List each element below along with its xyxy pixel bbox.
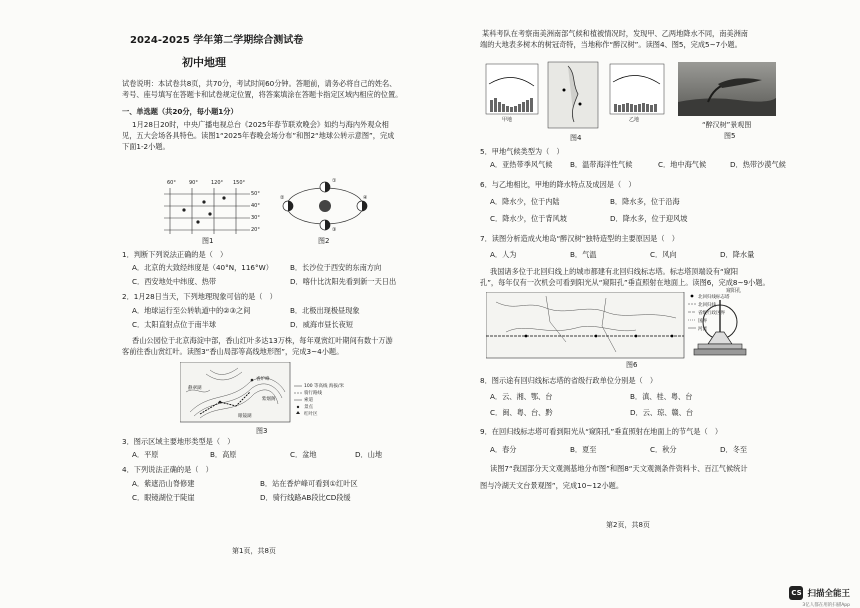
- q8-option-b: B．滇、桂、粤、台: [630, 392, 693, 401]
- fig2-label: ④: [363, 195, 368, 201]
- q5-option-d: D．热带沙漠气候: [730, 160, 786, 169]
- q8-option-a: A．云、湘、鄂、台: [490, 392, 553, 401]
- fig6-legend-item: 北回归线: [698, 303, 716, 308]
- q7-option-b: B．气温: [570, 250, 597, 259]
- question-9: 9．在回归线标志塔可看到阳光从“窥阳孔”垂直照射在地面上的节气是（ ）: [480, 427, 723, 436]
- q89-intro: 孔”，每年仅有一次机会可看到阳光从“窥阳孔”垂直照射在地面上。读图6，完成8~9小题。: [480, 278, 770, 287]
- q4-option-b: B．站在香炉峰可看到①红叶区: [260, 479, 358, 488]
- figure-4-climate: [484, 60, 669, 130]
- question-5: 5．甲地气候类型为（ ）: [480, 147, 564, 156]
- q4-option-a: A．紫遮沿山脊修建: [132, 479, 195, 488]
- q3-option-a: A．平原: [132, 450, 159, 459]
- fig3-place: 眼镜湖: [238, 414, 252, 419]
- q8-option-d: D．云、琼、赣、台: [630, 408, 694, 417]
- tower-label: 窥阳孔: [726, 288, 742, 294]
- q3-option-b: B．高原: [210, 450, 237, 459]
- fig2-label: ①: [332, 178, 337, 184]
- q7-option-a: A．人为: [490, 250, 517, 259]
- q2-option-b: B．北极出现极昼现象: [290, 306, 360, 315]
- camscanner-logo-icon: CS: [789, 586, 803, 600]
- page-2-footer: 第2页，共8页: [606, 521, 650, 529]
- q1-option-c: C．西安地处中纬度、热带: [132, 277, 217, 286]
- figure-1-caption: 图1: [202, 237, 214, 245]
- q1-option-d: D．喀什比沈阳先看到新一天日出: [290, 277, 397, 286]
- fig4-label: 甲地: [502, 117, 513, 123]
- intro-line: 1月28日20时，中央广播电视总台《2025年春节联欢晚会》如约与海内外观众相: [132, 120, 389, 129]
- q2-option-c: C．太阳直射点位于南半球: [132, 320, 217, 329]
- q6-option-c: C．降水少，位于背风坡: [490, 214, 567, 223]
- q1012-intro: 读图7“我国部分天文观测基地分布图”和图8“天文观测条件资料卡、百江气候统计: [490, 464, 748, 473]
- fig3-legend-item: 景点: [304, 405, 313, 410]
- fig1-lat-label: 50°: [251, 191, 260, 197]
- fig1-lon-label: 60°: [167, 180, 176, 186]
- scanner-tagline: 3亿人都在用的扫描App: [802, 603, 850, 608]
- q9-option-a: A．春分: [490, 445, 517, 454]
- question-6: 6．与乙地相比，甲地的降水特点及成因是（ ）: [480, 180, 636, 189]
- fig3-place: 静翠湖: [188, 386, 202, 391]
- fig1-lat-label: 30°: [251, 215, 260, 221]
- q4-option-c: C．眼镜湖位于陡崖: [132, 493, 195, 502]
- question-8: 8．图示途有回归线标志塔的省级行政单位分别是（ ）: [480, 376, 658, 385]
- exam-page-2: [430, 0, 860, 608]
- q2-option-a: A．地球运行至公转轨道中的②③之间: [132, 306, 251, 315]
- tower-diagram: [686, 292, 756, 366]
- q9-option-b: B．夏至: [570, 445, 597, 454]
- scanner-watermark: [789, 586, 850, 600]
- q89-intro: 我国诸多位于北回归线上的城市都建有北回归线标志塔。标志塔顶端设有“窥阳: [490, 267, 739, 276]
- fig3-place: 紫烟阁: [262, 397, 276, 402]
- intro-line: 见，五大会场各具特色。读图1“2025年春晚会场分布”和图2“地球公转示意图”，完成: [122, 131, 395, 140]
- q9-option-c: C．秋分: [650, 445, 677, 454]
- figure-6-caption: 图6: [626, 361, 638, 369]
- figure-3-contour-map: [180, 362, 344, 424]
- q3-option-c: C．盆地: [290, 450, 317, 459]
- question-7: 7．读图分析造成火地岛“醉汉树”独特造型的主要原因是（ ）: [480, 234, 679, 243]
- q7-option-c: C．风向: [650, 250, 677, 259]
- q6-option-a: A．降水少，位于内陆: [490, 197, 560, 206]
- q34-intro: 香山公园位于北京海淀中部，香山红叶多达13万株，每年观赏红叶期间有数十万游: [132, 336, 393, 345]
- figure-2-orbit: [280, 176, 370, 236]
- question-1: 1．判断下列说法正确的是（ ）: [122, 250, 228, 259]
- question-2: 2．1月28日当天，下列地理现象可信的是（ ）: [122, 292, 277, 301]
- q5-option-b: B．温带海洋性气候: [570, 160, 633, 169]
- fig1-lon-label: 90°: [189, 180, 198, 186]
- q2-option-d: D．威海市昼长夜短: [290, 320, 354, 329]
- fig3-legend-item: 红叶区: [304, 412, 318, 417]
- figure-3-caption: 图3: [256, 427, 268, 435]
- q6-option-b: B．降水多，位于沿海: [610, 197, 680, 206]
- fig1-lon-label: 120°: [211, 180, 224, 186]
- figure-2-caption: 图2: [318, 237, 330, 245]
- subject-title: 初中地理: [182, 56, 226, 69]
- figure-5-subtitle: “醉汉树”景观图: [702, 121, 752, 129]
- exam-title: 2024-2025 学年第二学期综合测试卷: [130, 35, 304, 46]
- q1-option-b: B．长沙位于西安的东南方向: [290, 263, 382, 272]
- fig2-label: ②: [280, 195, 285, 201]
- instructions-line-2: 考号、座号填写在答题卡和试卷规定位置，将答案填涂在答题卡指定区域内相应的位置。: [122, 90, 403, 99]
- fig1-lat-label: 20°: [251, 227, 260, 233]
- fig1-lat-label: 40°: [251, 203, 260, 209]
- q8-option-c: C．闽、粤、台、黔: [490, 408, 553, 417]
- question-3: 3．图示区域主要地形类型是（ ）: [122, 437, 235, 446]
- q7-option-d: D．降水量: [720, 250, 755, 259]
- fig3-place: 香炉峰: [256, 377, 270, 382]
- section-heading: 一、单选题（共20分，每小题1分）: [122, 107, 238, 116]
- scanner-app-name: 扫描全能王: [807, 589, 850, 599]
- q57-intro: 某科考队在考察南美洲南部气候和植被情况时，发现甲、乙两地降水不同，南美洲南: [482, 29, 748, 38]
- fig6-legend-item: 河流: [698, 327, 707, 332]
- q57-intro: 端的大地表多树木的树冠奇特，当地称作“醉汉树”。读图4、图5，完成5~7小题。: [480, 40, 742, 49]
- q34-intro: 客前往香山赏红叶。读图3“香山局部等高线地形图”，完成3~4小题。: [122, 347, 344, 356]
- fig6-legend-item: 省级行政区界: [698, 311, 725, 316]
- q1-option-a: A．北京的大致经纬度是（40°N，116°W）: [132, 263, 273, 272]
- page-1-footer: 第1页，共8页: [232, 547, 276, 555]
- q9-option-d: D．冬至: [720, 445, 748, 454]
- fig4-label: 乙地: [629, 117, 640, 123]
- figure-5-caption: 图5: [724, 132, 736, 140]
- intro-line: 下面1-2小题。: [122, 142, 170, 151]
- q6-option-d: D．降水多，位于迎风坡: [610, 214, 688, 223]
- fig6-legend-item: 国界: [698, 319, 707, 324]
- fig6-legend-item: 北回归线标志塔: [698, 295, 730, 300]
- figure-1-map: [160, 180, 260, 238]
- fig1-lon-label: 150°: [233, 180, 246, 186]
- figure-4-caption: 图4: [570, 134, 582, 142]
- fig3-legend-item: 100 等高线 海拔/米: [304, 384, 344, 389]
- q4-option-d: D．骑行线路AB段比CD段缓: [260, 493, 351, 502]
- question-4: 4．下列说法正确的是（ ）: [122, 465, 213, 474]
- figure-5-photo: [678, 62, 776, 116]
- q5-option-c: C．地中海气候: [658, 160, 707, 169]
- instructions-line-1: 试卷说明：本试卷共8页，共70分，考试时间60分钟。答题前，请务必将自己的姓名、: [122, 79, 397, 88]
- fig3-legend-item: 骑行路线: [304, 391, 322, 396]
- fig2-label: ③: [332, 227, 337, 233]
- fig3-legend-item: 索道: [304, 398, 313, 403]
- q5-option-a: A．亚热带季风气候: [490, 160, 553, 169]
- q1012-intro: 图与冷湖天文台景观图”，完成10~12小题。: [480, 481, 624, 490]
- q3-option-d: D．山地: [355, 450, 383, 459]
